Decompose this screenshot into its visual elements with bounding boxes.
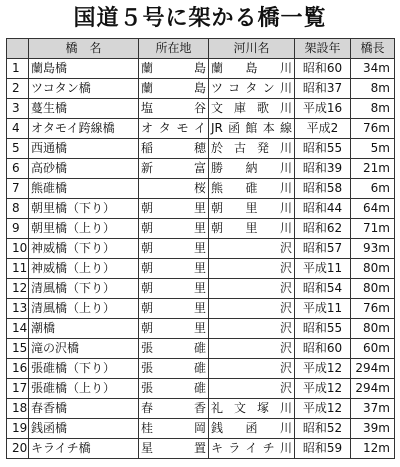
table-row (7, 299, 395, 319)
bridge-name-cell: 高砂橋 (29, 159, 139, 179)
construction-year-cell: 平成12 (295, 359, 351, 379)
bridge-length-cell: 294m (351, 359, 395, 379)
row-number-cell: 5 (7, 139, 29, 159)
table-row (7, 159, 395, 179)
table-row (7, 199, 395, 219)
bridge-length-cell: 60m (351, 339, 395, 359)
row-number-cell: 18 (7, 399, 29, 419)
row-number-cell: 17 (7, 379, 29, 399)
bridge-name-cell: 張碓橋（下り） (29, 359, 139, 379)
bridge-name-cell: 清風橋（下り） (29, 279, 139, 299)
construction-year-cell: 平成2 (295, 119, 351, 139)
construction-year-cell: 昭和52 (295, 419, 351, 439)
bridge-name-cell: 春香橋 (29, 399, 139, 419)
bridge-length-cell: 93m (351, 239, 395, 259)
bridge-length-cell: 80m (351, 259, 395, 279)
river-name-cell: 沢 (209, 319, 295, 339)
location-cell: 張 碓 (139, 339, 209, 359)
header-bridge-length: 橋長 (351, 39, 395, 59)
bridge-table (6, 38, 395, 459)
construction-year-cell: 平成11 (295, 299, 351, 319)
river-name-cell: 沢 (209, 259, 295, 279)
location-cell: 桜 (139, 179, 209, 199)
bridge-name-cell: 蘭島橋 (29, 59, 139, 79)
row-number-cell: 12 (7, 279, 29, 299)
row-number-cell: 14 (7, 319, 29, 339)
river-name-cell: キライチ川 (209, 439, 295, 459)
table-row (7, 419, 395, 439)
location-cell: 朝 里 (139, 319, 209, 339)
bridge-length-cell: 8m (351, 79, 395, 99)
row-number-cell: 2 (7, 79, 29, 99)
location-cell: 朝 里 (139, 239, 209, 259)
table-row (7, 119, 395, 139)
location-cell: 張 碓 (139, 379, 209, 399)
bridge-length-cell: 80m (351, 319, 395, 339)
construction-year-cell: 平成16 (295, 99, 351, 119)
table-row (7, 139, 395, 159)
river-name-cell: 沢 (209, 359, 295, 379)
location-cell: 蘭 島 (139, 79, 209, 99)
location-cell: 塩 谷 (139, 99, 209, 119)
river-name-cell: 於 古 発 川 (209, 139, 295, 159)
bridge-name-cell: 滝の沢橋 (29, 339, 139, 359)
table-header (7, 39, 395, 59)
table-row (7, 339, 395, 359)
river-name-cell: 沢 (209, 299, 295, 319)
bridge-length-cell: 5m (351, 139, 395, 159)
construction-year-cell: 昭和55 (295, 139, 351, 159)
row-number-cell: 19 (7, 419, 29, 439)
bridge-name-cell: オタモイ跨線橋 (29, 119, 139, 139)
table-row (7, 59, 395, 79)
table-row (7, 79, 395, 99)
river-name-cell: 沢 (209, 239, 295, 259)
location-cell: 朝 里 (139, 219, 209, 239)
bridge-name-cell: 張碓橋（上り） (29, 379, 139, 399)
river-name-cell: 文 庫 歌 川 (209, 99, 295, 119)
bridge-name-cell: 神威橋（上り） (29, 259, 139, 279)
location-cell: 星 置 (139, 439, 209, 459)
bridge-name-cell: 熊碓橋 (29, 179, 139, 199)
table-row (7, 399, 395, 419)
river-name-cell: 熊 碓 川 (209, 179, 295, 199)
location-cell: 朝 里 (139, 299, 209, 319)
row-number-cell: 6 (7, 159, 29, 179)
row-number-cell: 7 (7, 179, 29, 199)
table-row (7, 99, 395, 119)
row-number-cell: 11 (7, 259, 29, 279)
location-cell: 新 富 (139, 159, 209, 179)
location-cell: 桂 岡 (139, 419, 209, 439)
construction-year-cell: 昭和39 (295, 159, 351, 179)
bridge-name-cell: 朝里橋（下り） (29, 199, 139, 219)
header-number (7, 39, 29, 59)
bridge-length-cell: 64m (351, 199, 395, 219)
river-name-cell: 勝 納 川 (209, 159, 295, 179)
bridge-length-cell: 6m (351, 179, 395, 199)
construction-year-cell: 平成12 (295, 399, 351, 419)
river-name-cell: 沢 (209, 379, 295, 399)
bridge-name-cell: 潮橋 (29, 319, 139, 339)
header-river-name: 河川名 (209, 39, 295, 59)
construction-year-cell: 昭和59 (295, 439, 351, 459)
location-cell: 稲 穂 (139, 139, 209, 159)
bridge-length-cell: 76m (351, 299, 395, 319)
construction-year-cell: 昭和37 (295, 79, 351, 99)
table-row (7, 259, 395, 279)
river-name-cell: 沢 (209, 279, 295, 299)
construction-year-cell: 平成11 (295, 259, 351, 279)
row-number-cell: 15 (7, 339, 29, 359)
construction-year-cell: 昭和44 (295, 199, 351, 219)
river-name-cell: 朝 里 川 (209, 199, 295, 219)
row-number-cell: 16 (7, 359, 29, 379)
bridge-length-cell: 71m (351, 219, 395, 239)
table-row (7, 439, 395, 459)
row-number-cell: 9 (7, 219, 29, 239)
construction-year-cell: 昭和54 (295, 279, 351, 299)
river-name-cell: 礼 文 塚 川 (209, 399, 295, 419)
construction-year-cell: 昭和55 (295, 319, 351, 339)
table-row (7, 359, 395, 379)
table-row (7, 379, 395, 399)
bridge-name-cell: 蔓生橋 (29, 99, 139, 119)
header-construction-year: 架設年 (295, 39, 351, 59)
construction-year-cell: 昭和60 (295, 59, 351, 79)
row-number-cell: 20 (7, 439, 29, 459)
bridge-name-cell: 西通橋 (29, 139, 139, 159)
location-cell: 張 碓 (139, 359, 209, 379)
river-name-cell: 朝 里 川 (209, 219, 295, 239)
page-title: 国道５号に架かる橋一覧 (73, 6, 327, 31)
location-cell: オタモイ (139, 119, 209, 139)
header-row (7, 39, 395, 59)
bridge-length-cell: 76m (351, 119, 395, 139)
row-number-cell: 8 (7, 199, 29, 219)
bridge-length-cell: 80m (351, 279, 395, 299)
table-row (7, 279, 395, 299)
bridge-name-cell: ツコタン橋 (29, 79, 139, 99)
river-name-cell: 銭 函 川 (209, 419, 295, 439)
location-cell: 朝 里 (139, 199, 209, 219)
bridge-name-cell: 銭函橋 (29, 419, 139, 439)
bridge-length-cell: 294m (351, 379, 395, 399)
bridge-length-cell: 12m (351, 439, 395, 459)
bridge-name-cell: 清風橋（上り） (29, 299, 139, 319)
row-number-cell: 10 (7, 239, 29, 259)
construction-year-cell: 平成12 (295, 379, 351, 399)
header-location: 所在地 (139, 39, 209, 59)
location-cell: 朝 里 (139, 279, 209, 299)
location-cell: 蘭 島 (139, 59, 209, 79)
table-row (7, 319, 395, 339)
row-number-cell: 4 (7, 119, 29, 139)
row-number-cell: 3 (7, 99, 29, 119)
bridge-length-cell: 37m (351, 399, 395, 419)
table-row (7, 179, 395, 199)
bridge-length-cell: 34m (351, 59, 395, 79)
table-row (7, 239, 395, 259)
row-number-cell: 13 (7, 299, 29, 319)
bridge-name-cell: キライチ橋 (29, 439, 139, 459)
bridge-length-cell: 21m (351, 159, 395, 179)
river-name-cell: ツコタン川 (209, 79, 295, 99)
river-name-cell: JR函館本線 (209, 119, 295, 139)
table-body (7, 59, 395, 459)
location-cell: 朝 里 (139, 259, 209, 279)
bridge-length-cell: 39m (351, 419, 395, 439)
bridge-name-cell: 朝里橋（上り） (29, 219, 139, 239)
river-name-cell: 沢 (209, 339, 295, 359)
construction-year-cell: 昭和60 (295, 339, 351, 359)
bridge-name-cell: 神威橋（下り） (29, 239, 139, 259)
header-bridge-name: 橋 名 (29, 39, 139, 59)
river-name-cell: 蘭 島 川 (209, 59, 295, 79)
construction-year-cell: 昭和57 (295, 239, 351, 259)
table-row (7, 219, 395, 239)
construction-year-cell: 昭和62 (295, 219, 351, 239)
row-number-cell: 1 (7, 59, 29, 79)
location-cell: 春 香 (139, 399, 209, 419)
construction-year-cell: 昭和58 (295, 179, 351, 199)
bridge-length-cell: 8m (351, 99, 395, 119)
